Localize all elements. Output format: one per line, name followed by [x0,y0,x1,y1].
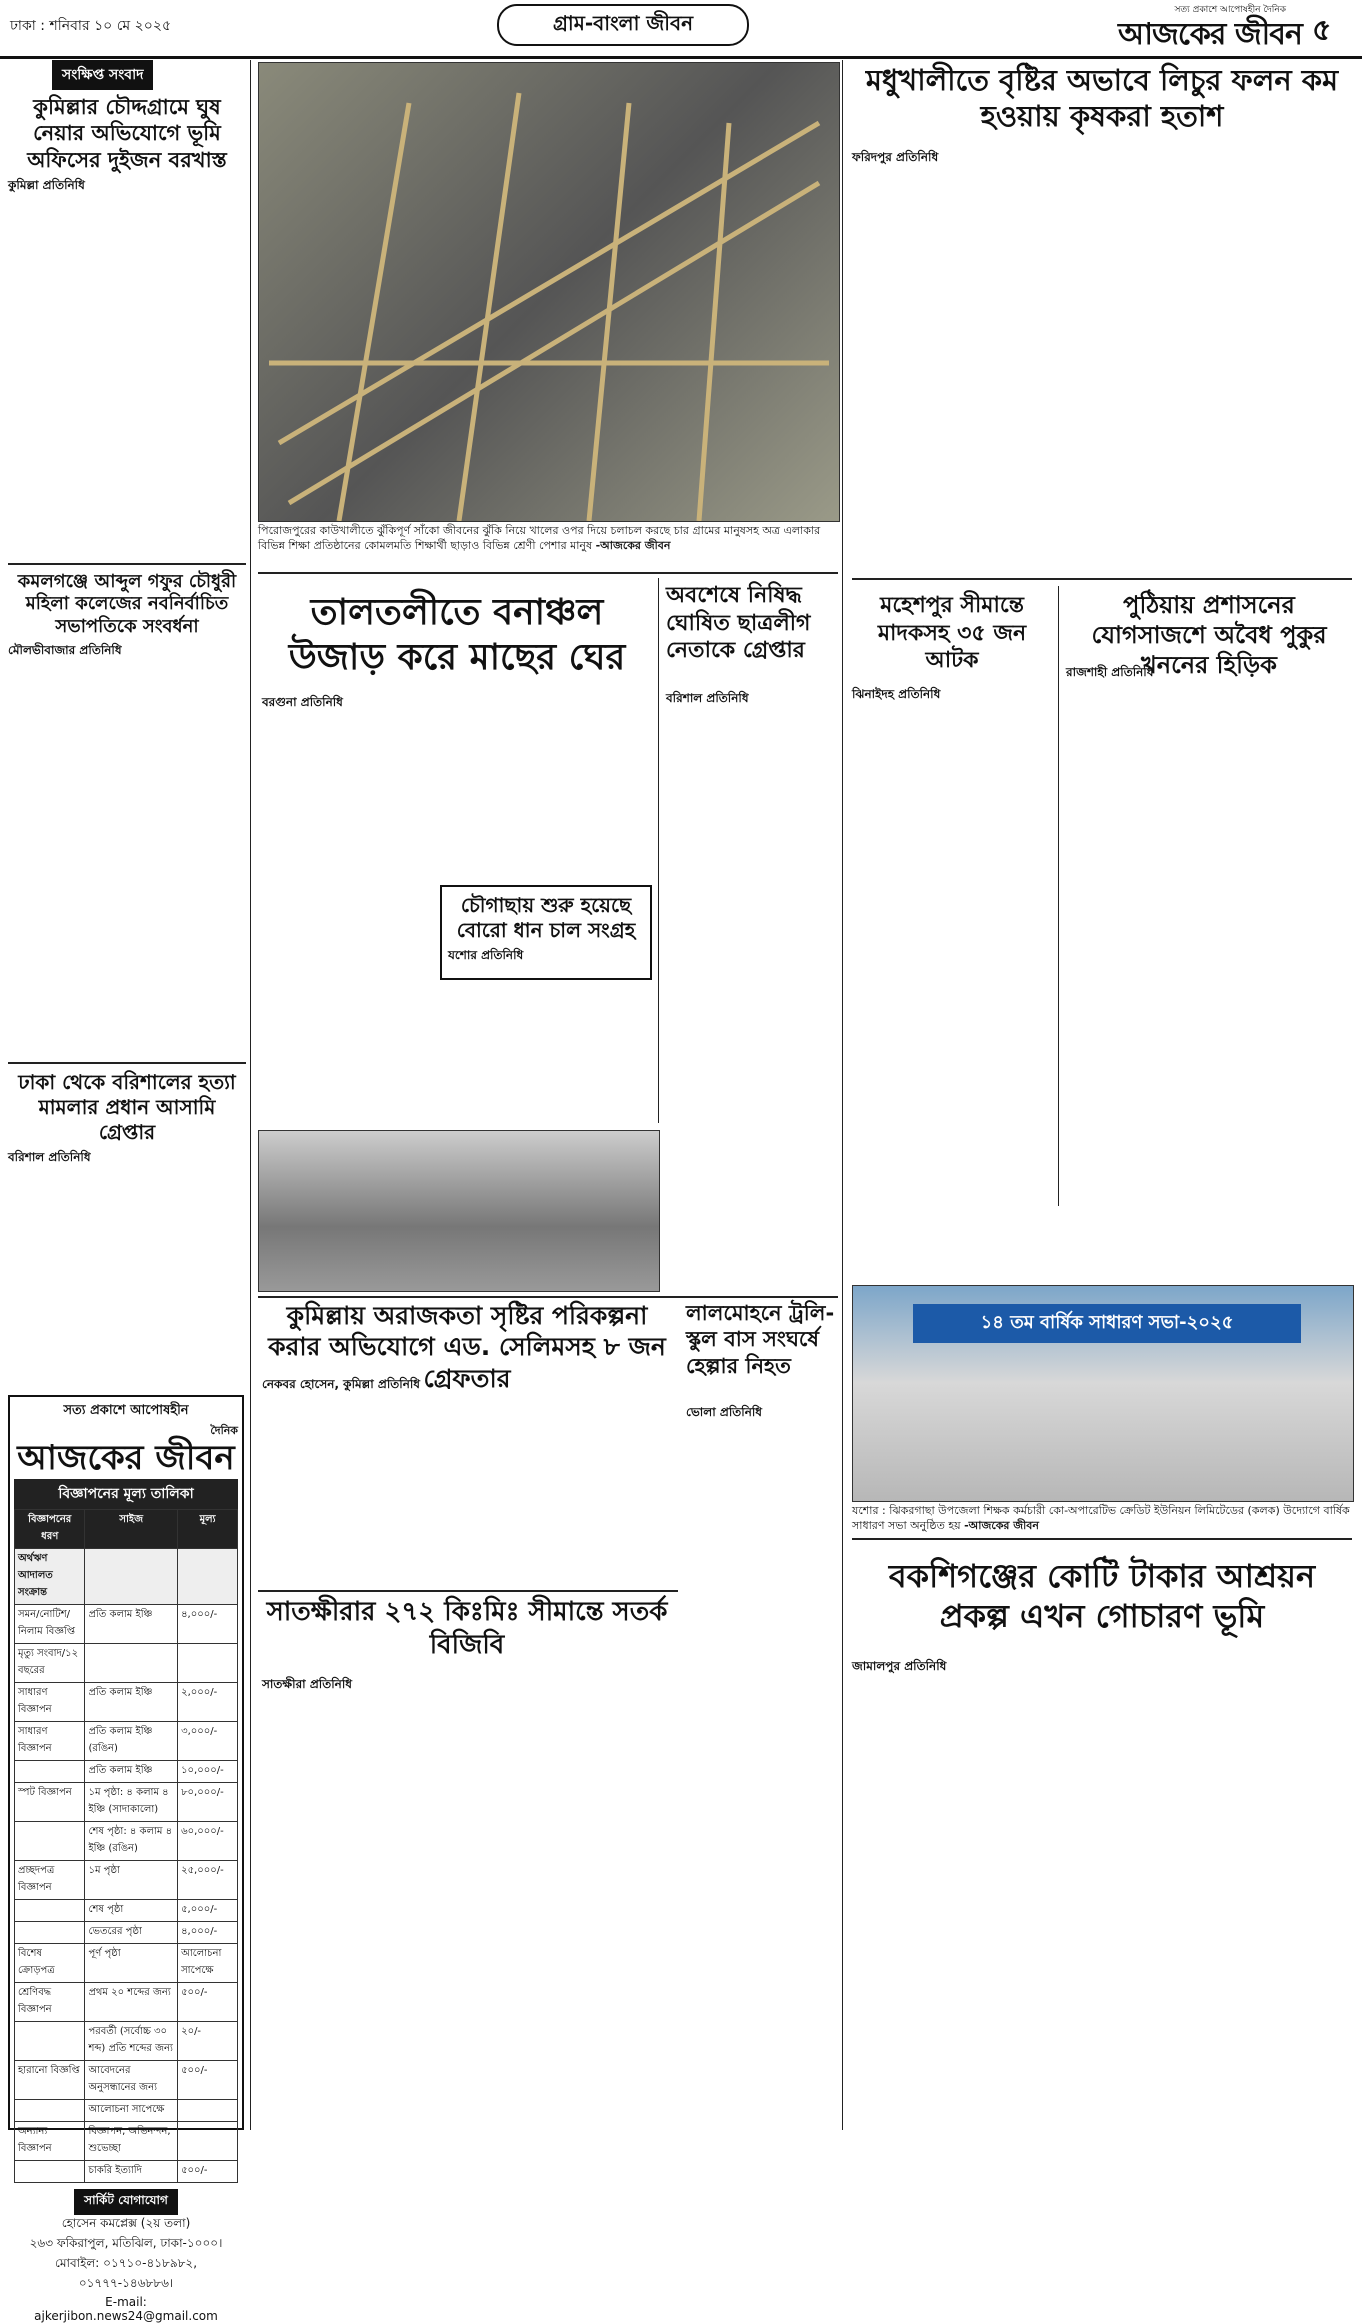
ad-rate-cell-size: পরবর্তী (সর্বোচ্চ ৩০ শব্দ) প্রতি শব্দের জন্য [85,2022,178,2061]
bamboo-bridge-illustration [259,63,839,521]
ad-rate-row [15,2022,238,2061]
ad-rate-row [15,1644,238,1683]
ad-rate-cell-type: অর্থঋণ আদালত সংক্রান্ত [15,1549,85,1605]
ad-rate-row [15,1944,238,1983]
boro-story-box [440,885,652,980]
ad-rate-cell-price: ৫০০/- [178,1983,238,2022]
ad-rate-cell-price [178,2122,238,2161]
ad-email[interactable]: E-mail: ajkerjibon.news24@gmail.com [34,2295,218,2323]
ad-rate-cell-type [15,2100,85,2122]
ad-rate-cell-price [178,1549,238,1605]
ad-rate-row [15,1761,238,1783]
ad-rate-cell-size: প্রথম ২০ শব্দের জন্য [85,1983,178,2022]
headline-talatali: তালতলীতে বনাঞ্চল উজাড় করে মাছের ঘের [288,592,626,678]
ad-rate-cell-size: আবেদনের অনুসন্ধানের জন্য [85,2061,178,2100]
ad-rate-cell-price: ৬০,০০০/- [178,1822,238,1861]
ad-rate-row [15,1900,238,1922]
ad-rate-cell-size: ভেতরের পৃষ্ঠা [85,1922,178,1944]
ad-rate-cell-price: ২,০০০/- [178,1683,238,1722]
divider [258,1296,838,1298]
ad-rate-cell-type: অন্যান্য বিজ্ঞাপন [15,2122,85,2161]
ad-rate-cell-price: ২৫,০০০/- [178,1861,238,1900]
ad-rate-row [15,2100,238,2122]
ad-rate-cell-price: ৮০,০০০/- [178,1783,238,1822]
ad-rate-cell-size: বিজ্ঞাপন, অভিনন্দন, শুভেচ্ছা [85,2122,178,2161]
article-body-space [8,668,246,1062]
ad-rate-row [15,1605,238,1644]
ad-rate-cell-price: ৫০০/- [178,2061,238,2100]
ad-rate-cell-price: ৫,০০০/- [178,1900,238,1922]
page-header [0,0,1362,59]
col-header: মূল্য [178,1510,238,1549]
byline: বরিশাল প্রতিনিধি [8,1150,91,1165]
ad-rate-cell-size [85,1644,178,1683]
byline: মৌলভীবাজার প্রতিনিধি [8,643,122,658]
headline-lalmohan: লালমোহনে ট্রলি-স্কুল বাস সংঘর্ষে হেল্পার নিহত [686,1301,835,1378]
ad-rate-row [15,1722,238,1761]
ad-rate-cell-size: প্রতি কলাম ইঞ্চি (রঙিন) [85,1722,178,1761]
col-header: বিজ্ঞাপনের ধরণ [15,1510,85,1549]
ad-rate-row [15,1549,238,1605]
ad-rate-cell-size: ১ম পৃষ্ঠা: ৪ কলাম ৪ ইঞ্চি (সাদাকালো) [85,1783,178,1822]
headline-bakshiganj: বকশিগঞ্জের কোটি টাকার আশ্রয়ন প্রকল্প এখন গোচারণ ভূমি [888,1557,1316,1635]
photo-caption-text: পিরোজপুরের কাউখালীতে ঝুঁকিপূর্ণ সাঁকো জীবনের ঝুঁকি নিয়ে খালের ওপর দিয়ে চলাচল করছে চার গ্রামের মানুষসহ অত্র এলাকার বিভিন্ন শিক্ষা প্রতিষ্ঠানের কোমলমতি শিক্ষার্থী ছাড়াও বিভিন্ন শ্রেণী পেশার মানুষ [258,524,821,552]
ad-tagline: সত্য প্রকাশে আপোষহীন [63,1403,189,1418]
ad-rate-cell-type [15,2161,85,2183]
ad-rate-cell-type [15,1822,85,1861]
arrest-photo [258,1130,660,1292]
byline: নেকবর হোসেন, কুমিল্লা প্রতিনিধি [262,1377,421,1391]
ad-rate-cell-type: সাধারণ বিজ্ঞাপন [15,1722,85,1761]
photo-caption-text: যশোর : ঝিকরগাছা উপজেলা শিক্ষক কর্মচারী কো-অপারেটিভ ক্রেডিট ইউনিয়ন লিমিটেডের (কলক) উদ্যোগে বার্ষিক সাধারণ সভা অনুষ্ঠিত হয় [852,1504,1350,1532]
byline: রাজশাহী প্রতিনিধি [1066,665,1154,679]
ad-rate-cell-size: আলোচনা সাপেক্ষে [85,2100,178,2122]
byline: বরিশাল প্রতিনিধি [666,691,749,705]
ad-rate-cell-price: ৪,০০০/- [178,1605,238,1644]
headline: কুমিল্লার চৌদ্দগ্রামে ঘুষ নেয়ার অভিযোগে ভূমি অফিসের দুইজন বরখাস্ত [27,95,227,172]
ad-rate-row [15,1983,238,2022]
ad-rate-cell-size: পূর্ণ পৃষ্ঠা [85,1944,178,1983]
ad-rate-card [8,1395,244,2323]
ad-rate-cell-size [85,1549,178,1605]
ad-address-line2: ২৬৩ ফকিরাপুল, মতিঝিল, ঢাকা-১০০০। [29,2236,223,2250]
byline: জামালপুর প্রতিনিধি [852,1659,947,1673]
column-divider [250,60,251,2130]
byline: ভোলা প্রতিনিধি [686,1405,763,1419]
ad-rate-cell-size: শেষ পৃষ্ঠা [85,1900,178,1922]
headline: কমলগঞ্জে আব্দুল গফুর চৌধুরী মহিলা কলেজের নবনির্বাচিত সভাপতিকে সংবর্ধনা [17,570,237,637]
ad-rate-cell-type [15,2022,85,2061]
column-divider [842,60,843,2130]
ad-rate-cell-type: স্পট বিজ্ঞাপন [15,1783,85,1822]
byline: বরগুনা প্রতিনিধি [262,695,343,709]
byline: ফরিদপুর প্রতিনিধি [852,150,939,164]
photo-caption [258,524,838,554]
byline: কুমিল্লা প্রতিনিধি [8,177,85,192]
ad-contact-label: সার্কিট যোগাযোগ [74,2189,178,2215]
meeting-banner: ১৪ তম বার্ষিক সাধারণ সভা-২০২৫ [913,1304,1301,1343]
ad-rate-cell-price: ২০/- [178,2022,238,2061]
photo-credit: -আজকের জীবন [595,538,671,552]
section-pill: গ্রাম-বাংলা জীবন [497,4,749,46]
ad-rate-cell-type: হারানো বিজ্ঞপ্তি [15,2061,85,2100]
divider [258,1590,678,1592]
photo-caption [852,1504,1352,1534]
ad-rate-cell-size: প্রতি কলাম ইঞ্চি [85,1683,178,1722]
headline-chougachha: চৌগাছায় শুরু হয়েছে বোরো ধান চাল সংগ্রহ [456,893,636,942]
ad-masthead: আজকের জীবন [17,1438,235,1478]
headline-comilla-arrest: কুমিল্লায় অরাজকতা সৃষ্টির পরিকল্পনা করার অভিযোগে এড. সেলিমসহ ৮ জন গ্রেফতার [268,1301,666,1393]
ad-rate-row [15,2161,238,2183]
ad-rate-rows [15,1549,238,2183]
ad-rate-cell-size: প্রতি কলাম ইঞ্চি [85,1761,178,1783]
headline: ঢাকা থেকে বরিশালের হত্যা মামলার প্রধান আসামি গ্রেপ্তার [18,1070,236,1145]
ad-address: হোসেন কমপ্লেক্স (২য় তলা) [61,2216,191,2230]
headline-maheshpur: মহেশপুর সীমান্তে মাদকসহ ৩৫ জন আটক [877,593,1027,673]
ad-rate-cell-type: বিশেষ ক্রোড়পত্র [15,1944,85,1983]
byline: যশোর প্রতিনিধি [448,948,524,962]
ad-rate-cell-size: চাকরি ইত্যাদি [85,2161,178,2183]
ad-rate-cell-size: শেষ পৃষ্ঠা: ৪ কলাম ৪ ইঞ্চি (রঙিন) [85,1822,178,1861]
headline-madhukhali: মধুখালীতে বৃষ্টির অভাবে লিচুর ফলন কম হওয়ায় কৃষকরা হতাশ [865,63,1339,134]
ad-rate-cell-price: আলোচনা সাপেক্ষে [178,1944,238,1983]
ad-rate-row [15,2122,238,2161]
ad-rate-cell-type: সাধারণ বিজ্ঞাপন [15,1683,85,1722]
divider [852,578,1352,580]
ad-mobile: মোবাইল: ০১৭১০-৪১৮৯৮২, ০১৭৭৭-১৪৬৮৮৬। [54,2256,198,2290]
dateline: ঢাকা : শনিবার ১০ মে ২০২৫ [10,18,172,34]
ad-rate-cell-price [178,2100,238,2122]
headline-chhatraleague: অবশেষে নিষিদ্ধ ঘোষিত ছাত্রলীগ নেতাকে গ্রেপ্তার [666,583,811,663]
headline-puthia: পুঠিয়ায় প্রশাসনের যোগসাজশে অবৈধ পুকুর খননের হিড়িক [1091,591,1327,679]
ad-rate-cell-type [15,1900,85,1922]
ad-rate-cell-type [15,1922,85,1944]
ad-rate-cell-size: ১ম পৃষ্ঠা [85,1861,178,1900]
divider [852,1538,1352,1540]
ad-rate-cell-type: শ্রেণিবদ্ধ বিজ্ঞাপন [15,1983,85,2022]
ad-rate-table [14,1509,238,2183]
divider [258,572,838,574]
ad-rate-row [15,1683,238,1722]
column-divider [1058,586,1059,1206]
ad-rate-title: বিজ্ঞাপনের মূল্য তালিকা [14,1479,238,1509]
masthead-tagline: সত্য প্রকাশে আপোষহীন দৈনিক [1174,5,1286,15]
headline-satkhira: সাতক্ষীরার ২৭২ কিঃমিঃ সীমান্তে সতর্ক বিজিবি [266,1597,668,1660]
ad-daily-label: দৈনিক [210,1424,238,1437]
col-header: সাইজ [85,1510,178,1549]
ad-rate-cell-type: প্রচ্ছদপত্র বিজ্ঞাপন [15,1861,85,1900]
ad-rate-row [15,1822,238,1861]
divider [8,563,246,565]
brief-news-column [8,60,246,1380]
ad-rate-cell-price [178,1644,238,1683]
bridge-photo [258,62,840,522]
ad-rate-cell-price: ৩,০০০/- [178,1722,238,1761]
ad-rate-cell-size: প্রতি কলাম ইঞ্চি [85,1605,178,1644]
section-label: সংক্ষিপ্ত সংবাদ [52,60,153,90]
article-body-space [8,203,246,563]
byline: ঝিনাইদহ প্রতিনিধি [852,687,941,701]
divider [8,1062,246,1064]
ad-rate-cell-price: ৫০০/- [178,2161,238,2183]
meeting-photo [852,1285,1354,1502]
ad-rate-row [15,2061,238,2100]
column-divider [658,578,659,1123]
ad-rate-row [15,1783,238,1822]
page-number: ৫ [1312,13,1332,48]
ad-rate-row [15,1861,238,1900]
ad-rate-row [15,1922,238,1944]
ad-rate-cell-type [15,1761,85,1783]
byline: সাতক্ষীরা প্রতিনিধি [262,1677,352,1691]
photo-credit: -আজকের জীবন [964,1518,1039,1532]
ad-rate-cell-price: ১০,০০০/- [178,1761,238,1783]
masthead-logo: আজকের জীবন [1118,17,1302,52]
ad-rate-cell-type: মৃত্যু সংবাদ/১২ বছরের [15,1644,85,1683]
ad-rate-cell-price: ৪,০০০/- [178,1922,238,1944]
ad-rate-cell-type: সমন/নোটিশ/নিলাম বিজ্ঞপ্তি [15,1605,85,1644]
